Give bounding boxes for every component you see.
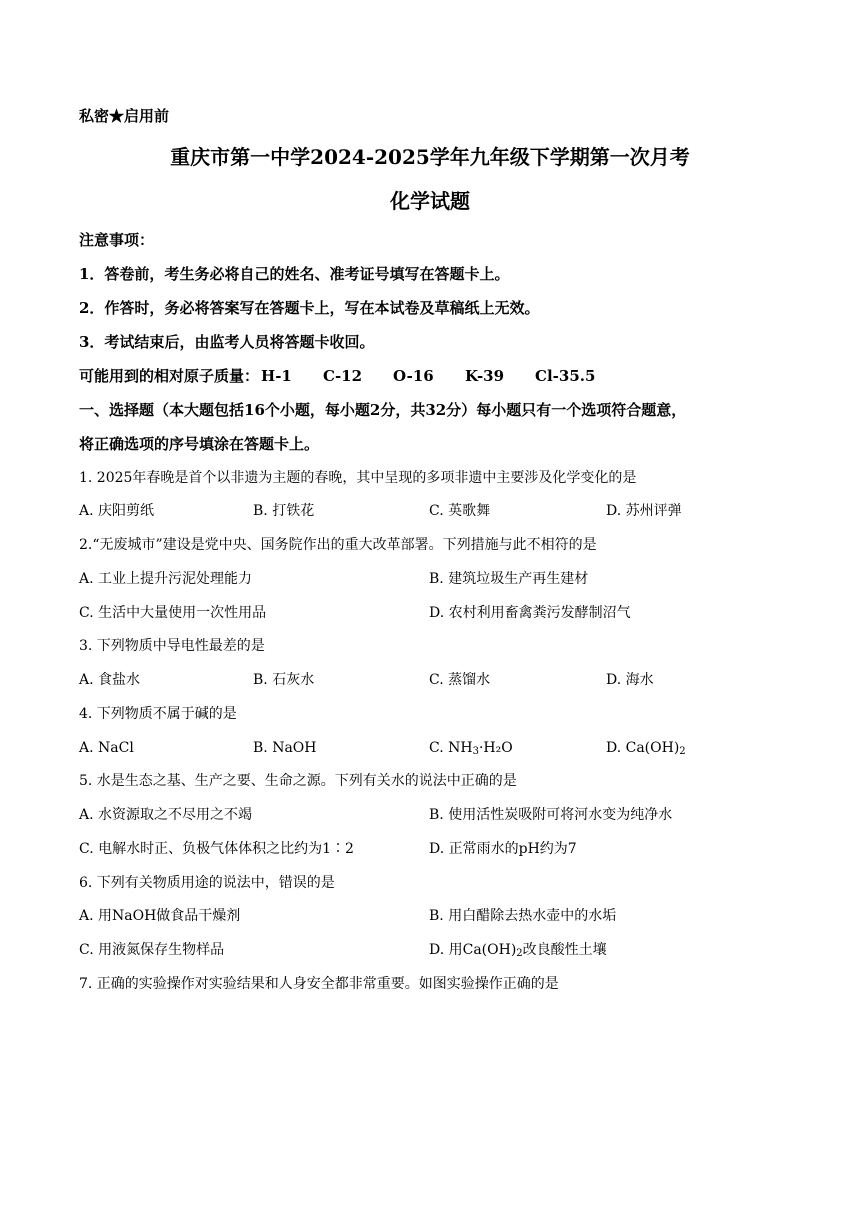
atomic-mass-value: O-16	[393, 367, 434, 385]
option-c[interactable]	[429, 738, 513, 758]
exam-title: 重庆市第一中学2024-2025学年九年级下学期第一次月考	[170, 145, 690, 169]
option-b[interactable]: B. 使用活性炭吸附可将河水变为纯净水	[429, 807, 673, 823]
notice-item: 1．答卷前，考生务必将自己的姓名、准考证号填写在答题卡上。	[79, 265, 510, 283]
option-b[interactable]: B. 打铁花	[253, 503, 315, 519]
formula-text: D. 用Ca(OH)	[429, 942, 517, 958]
option-c[interactable]: C. 生活中大量使用一次性用品	[79, 605, 267, 621]
atomic-mass-line	[79, 366, 595, 386]
question-options	[79, 670, 779, 690]
question-stem: 1. 2025年春晚是首个以非遗为主题的春晚，其中呈现的多项非遗中主要涉及化学变化的是	[79, 470, 637, 486]
question-options	[79, 501, 779, 521]
formula-text: ·H₂O	[478, 740, 513, 756]
option-d[interactable]: D. 正常雨水的pH约为7	[429, 841, 577, 857]
question-options	[79, 839, 779, 859]
atomic-mass-value: Cl-35.5	[535, 367, 596, 385]
atomic-mass-value: H-1	[261, 367, 292, 385]
option-d[interactable]: D. 海水	[606, 672, 654, 688]
option-d[interactable]: D. 农村利用畜禽粪污发酵制沼气	[429, 605, 631, 621]
option-c[interactable]: C. 电解水时正、负极气体体积之比约为1∶2	[79, 841, 354, 857]
subscript: 3	[472, 746, 479, 757]
option-a[interactable]: A. 工业上提升污泥处理能力	[79, 571, 253, 587]
formula-text: 改良酸性土壤	[522, 942, 607, 958]
option-c[interactable]: C. 英歌舞	[429, 503, 491, 519]
notice-item: 3．考试结束后，由监考人员将答题卡收回。	[79, 333, 375, 351]
question-stem: 6. 下列有关物质用途的说法中，错误的是	[79, 875, 335, 891]
option-d[interactable]	[429, 940, 607, 960]
question-stem: 5. 水是生态之基、生产之要、生命之源。下列有关水的说法中正确的是	[79, 773, 517, 789]
option-d[interactable]: D. 苏州评弹	[606, 503, 682, 519]
option-b[interactable]: B. 石灰水	[253, 672, 315, 688]
option-b[interactable]: B. 用白醋除去热水壶中的水垢	[429, 908, 617, 924]
question-options	[79, 603, 779, 623]
option-c[interactable]: C. 用液氮保存生物样品	[79, 942, 225, 958]
question-options	[79, 805, 779, 825]
option-d[interactable]	[606, 738, 686, 758]
question-options	[79, 569, 779, 589]
option-b[interactable]: B. NaOH	[253, 740, 317, 756]
exam-subtitle: 化学试题	[390, 189, 470, 213]
option-b[interactable]: B. 建筑垃圾生产再生建材	[429, 571, 589, 587]
notice-item: 2．作答时，务必将答案写在答题卡上，写在本试卷及草稿纸上无效。	[79, 299, 540, 317]
question-options	[79, 738, 779, 758]
option-a[interactable]: A. 水资源取之不尽用之不竭	[79, 807, 253, 823]
question-stem: 2.“无废城市”建设是党中央、国务院作出的重大改革部署。下列措施与此不相符的是	[79, 537, 597, 553]
atomic-mass-value: K-39	[465, 367, 505, 385]
subscript: 2	[516, 948, 523, 959]
atomic-mass-value: C-12	[323, 367, 363, 385]
question-stem: 7. 正确的实验操作对实验结果和人身安全都非常重要。如图实验操作正确的是	[79, 976, 559, 992]
formula-text: D. Ca(OH)	[606, 740, 680, 756]
question-options	[79, 940, 779, 960]
option-c[interactable]: C. 蒸馏水	[429, 672, 491, 688]
option-a[interactable]: A. 用NaOH做食品干燥剂	[79, 908, 241, 924]
option-a[interactable]: A. 食盐水	[79, 672, 141, 688]
question-stem: 4. 下列物质不属于碱的是	[79, 706, 237, 722]
section-heading: 一、选择题（本大题包括16个小题，每小题2分，共32分）每小题只有一个选项符合题意，	[79, 401, 687, 419]
atomic-mass-label: 可能用到的相对原子质量：	[79, 367, 260, 385]
formula-text: C. NH	[429, 740, 473, 756]
question-stem: 3. 下列物质中导电性最差的是	[79, 638, 265, 654]
question-options	[79, 906, 779, 926]
option-a[interactable]: A. NaCl	[79, 740, 134, 756]
notice-heading: 注意事项：	[79, 231, 155, 249]
confidential-label: 私密★启用前	[79, 107, 170, 125]
subscript: 2	[679, 746, 686, 757]
section-heading-cont: 将正确选项的序号填涂在答题卡上。	[79, 435, 320, 453]
option-a[interactable]: A. 庆阳剪纸	[79, 503, 155, 519]
